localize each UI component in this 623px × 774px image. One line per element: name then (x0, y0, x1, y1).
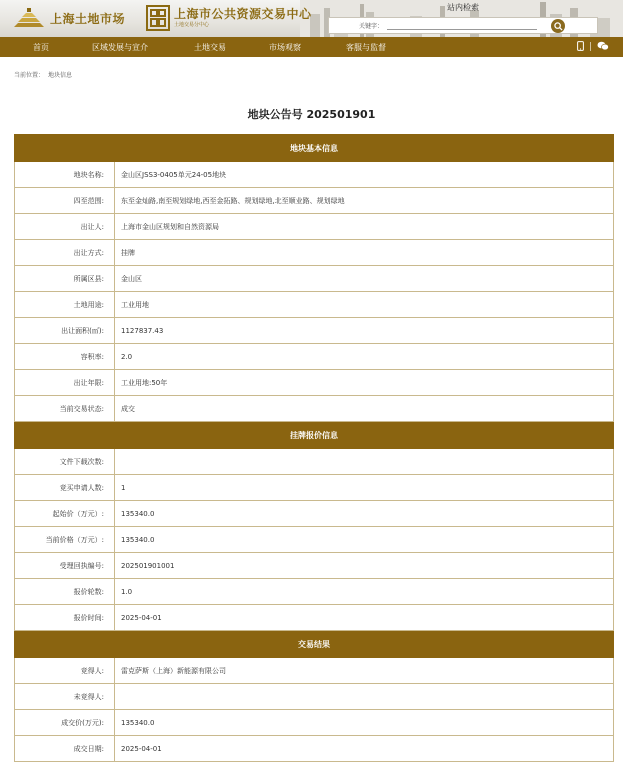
logo-public-resource-center[interactable] (146, 3, 312, 33)
row-value (115, 449, 614, 475)
table-row (15, 396, 614, 422)
nav-market-observation[interactable]: 市场观察 (269, 43, 301, 52)
row-label: 未竞得人: (15, 684, 115, 710)
row-value: 挂牌 (115, 240, 614, 266)
row-value: 工业用地 (115, 292, 614, 318)
logo1-text: 上海土地市场 (50, 11, 126, 26)
row-value: 1.0 (115, 579, 614, 605)
row-label: 文件下载次数: (15, 449, 115, 475)
row-value: 135340.0 (115, 501, 614, 527)
row-label: 所属区县: (15, 266, 115, 292)
row-label: 地块名称: (15, 162, 115, 188)
parcel-info-table (14, 134, 614, 762)
row-label: 出让面积(㎡): (15, 318, 115, 344)
table-row (15, 501, 614, 527)
table-row (15, 266, 614, 292)
table-row (15, 449, 614, 475)
table-row (15, 475, 614, 501)
search-label: 关键字： (359, 23, 384, 30)
row-label: 四至范围: (15, 188, 115, 214)
land-market-logo-icon (12, 7, 46, 29)
breadcrumb (14, 70, 76, 79)
row-label: 起始价（万元）: (15, 501, 115, 527)
main-nav (0, 37, 623, 57)
logo-shanghai-land-market[interactable] (12, 4, 125, 32)
table-row (15, 292, 614, 318)
row-value: 上海市金山区规划和自然资源局 (115, 214, 614, 240)
table-row (15, 188, 614, 214)
resource-center-logo-icon (146, 5, 170, 31)
nav-home[interactable]: 首页 (33, 43, 49, 52)
row-value: 2025-04-01 (115, 736, 614, 762)
row-value: 135340.0 (115, 710, 614, 736)
table-row (15, 344, 614, 370)
row-value: 2025-04-01 (115, 605, 614, 631)
row-value: 1127837.43 (115, 318, 614, 344)
nav-service-supervision[interactable]: 客服与监督 (346, 43, 386, 52)
nav-regional-development[interactable]: 区域发展与宣介 (92, 43, 148, 52)
row-label: 报价时间: (15, 605, 115, 631)
section-title: 交易结果 (15, 631, 614, 658)
page-title: 地块公告号 202501901 (247, 108, 376, 121)
row-value: 2.0 (115, 344, 614, 370)
row-value (115, 684, 614, 710)
table-row (15, 658, 614, 684)
table-row (15, 370, 614, 396)
row-label: 受理回执编号: (15, 553, 115, 579)
logo2-subtitle: 土地交易分中心 (174, 22, 210, 28)
nav-land-trading[interactable]: 土地交易 (194, 43, 226, 52)
table-row (15, 553, 614, 579)
wechat-icon[interactable] (597, 41, 609, 51)
table-row (15, 684, 614, 710)
row-label: 当前交易状态: (15, 396, 115, 422)
row-label: 出让方式: (15, 240, 115, 266)
row-label: 竞买申请人数: (15, 475, 115, 501)
nav-icon-divider (590, 42, 591, 51)
row-value: 成交 (115, 396, 614, 422)
row-label: 出让人: (15, 214, 115, 240)
row-label: 竞得人: (15, 658, 115, 684)
row-value: 雷克萨斯（上海）新能源有限公司 (115, 658, 614, 684)
breadcrumb-prefix: 当前位置： (14, 72, 45, 79)
row-label: 成交价(万元): (15, 710, 115, 736)
table-row (15, 710, 614, 736)
table-row (15, 240, 614, 266)
table-row (15, 605, 614, 631)
section-title: 挂牌报价信息 (15, 422, 614, 449)
row-value: 工业用地:50年 (115, 370, 614, 396)
row-label: 报价轮数: (15, 579, 115, 605)
table-row (15, 736, 614, 762)
breadcrumb-current[interactable]: 地块信息 (48, 72, 73, 79)
search-button[interactable] (551, 19, 565, 33)
section-header-listing-quote (15, 422, 614, 449)
mobile-icon[interactable] (577, 41, 584, 51)
row-label: 出让年限: (15, 370, 115, 396)
row-label: 容积率: (15, 344, 115, 370)
section-title: 地块基本信息 (15, 135, 614, 162)
top-banner (0, 0, 623, 37)
table-row (15, 214, 614, 240)
table-row (15, 527, 614, 553)
row-label: 当前价格（万元）: (15, 527, 115, 553)
row-value: 1 (115, 475, 614, 501)
site-search-title: 站内检索 (447, 3, 479, 12)
table-row (15, 162, 614, 188)
row-value: 金山区JSS3-0405单元24-05地块 (115, 162, 614, 188)
row-value: 金山区 (115, 266, 614, 292)
search-input[interactable] (387, 21, 537, 30)
row-label: 土地用途: (15, 292, 115, 318)
row-value: 202501901001 (115, 553, 614, 579)
table-row (15, 318, 614, 344)
logo2-title: 上海市公共资源交易中心 (174, 7, 312, 21)
row-value: 东至金灿路,南至规划绿地,西至金拓路、规划绿地,北至顺业路、规划绿地 (115, 188, 614, 214)
section-header-basic (15, 135, 614, 162)
section-header-transaction-result (15, 631, 614, 658)
row-label: 成交日期: (15, 736, 115, 762)
table-row (15, 579, 614, 605)
row-value: 135340.0 (115, 527, 614, 553)
search-icon (554, 22, 563, 31)
